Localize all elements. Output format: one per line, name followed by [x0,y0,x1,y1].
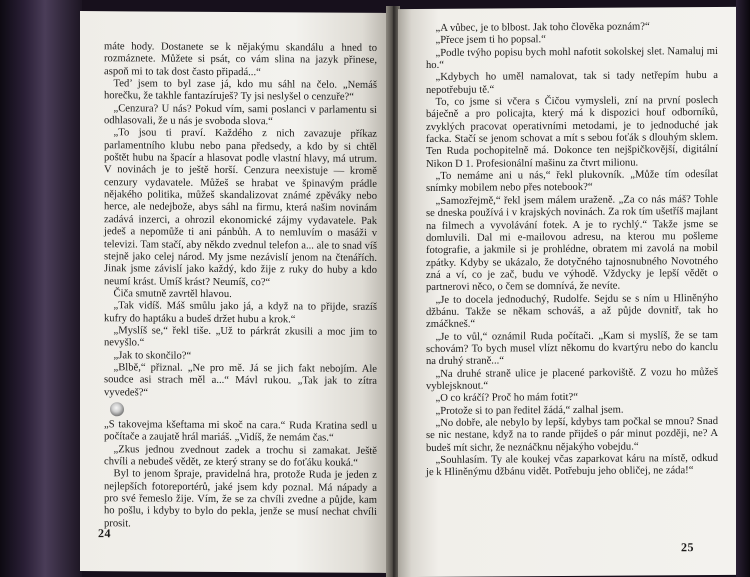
paragraph: Byl to jenom špraje, pravidelná hra, protože Ruda je jeden z nejlepších fotoreportérů, jaké jsem kdy poznal. Má nápady a pro své řemeslo žije. Vím, že se za chvíli zvedne a půjde, kam ho pošlu, i kdyby to bylo do pekla, jenže se musí nechat chvíli prosit. [104,468,377,530]
paragraph: Čiča smutně zavrtěl hlavou. [113,288,232,300]
right-page-text [426,21,718,480]
paragraph: „To jsou ti praví. Každého z nich zavazuje příkaz parlamentního klubu nebo pana předsedy, a kdo by si chtěl poštět hubu na špacír a hlasovat podle vlastní hlavy, má utrum. V novinách je to ještě horší. Cenzura neexistuje — kromě cenzury vydavatele. Můžeš se hrabat ve špinavým prádle nějakého politika, můžeš skandalizovat známé zpěváky nebo herce, ale nedejbože, abys sáhl na firmu, která našim novinám zadává inzerci, a ohrozil ekonomické zájmy vydavatele. Pak jedeš a nepomůže ti ani pánbůh. A to nemluvím o masáži v televizi. Tam stačí, aby někdo zvednul telefon a... ale to snad víš stejně jako celej národ. My jsme nezávislí jenom na čtenářích. Jinak jsme závislí jako každý, kdo žije z ruky do huby a kdo neumí krást. Umíš krást? Neumíš, co?“ [104,127,377,288]
paragraph: máte hody. Dostanete se k nějakýmu skandálu a hned to rozmáznete. Můžete si psát, co vám slina na jazyk přinese, aspoň mi to tak dost často připadá...“ [104,41,377,78]
paragraph: „A vůbec, je to blbost. Jak toho člověka poznám?“ [435,21,650,34]
paragraph: To, co jsme si včera s Čičou vymysleli, zní na první poslech báječně a pro policajta, který má k dispozici houf odborníků, zvyklých pracovat operativními metodami, je to jednoduché jak facka. Stačí se jenom schovat a mít s sebou foťák s dlouhým sklem. Ten Ruda pochopitelně má. Dokonce ten nejšpičkovější, digitální Nikon D 1. Profesionální mašinu za čtvrt milionu. [426,95,718,170]
right-page [398,7,736,577]
section-break-ornament [110,402,124,416]
paragraph: „Protože si to pan ředitel žádá,“ zalhal jsem. [435,404,624,417]
paragraph: „Jak to skončilo?“ [113,349,192,362]
paragraph: „Kdybych ho uměl namalovat, tak si tady netřepím hubu a nepotřebuju tě.“ [426,70,718,96]
left-page-text [104,41,377,532]
paragraph: „Blbě,“ přiznal. „Ne pro mě. Já se jich fakt nebojím. Ale soudce asi strach měl a...“ Mávl rukou. „Tak jak to zítra vyvedeš?“ [104,362,377,399]
paragraph: „Zkus jednou zvednout zadek a trochu si zamakat. Ještě chvíli a nebudeš vědět, ze který strany se do foťáku kouká.“ [104,443,377,469]
paragraph: „No dobře, ale nebylo by lepší, kdybys tam počkal se mnou? Snad se nic nestane, když na to rande přijdeš o pár minut později, ne? A budeš mít sichr, že neznáčknu nějakýho vobejdu.“ [426,415,718,454]
paragraph: „Cenzura? U nás? Pokud vím, sami poslanci v parlamentu si odhlasovali, že u nás je svoboda slova.“ [104,102,377,128]
paragraph: „S takovejma kšeftama mi skoč na cara.“ Ruda Kratina sedl u počítače a zaujatě hrál mariáš. „Vidíš, že nemám čas.“ [104,419,377,444]
page-number: 24 [98,526,111,541]
paragraph: „Samozřejmě,“ řekl jsem málem uraženě. „Za co nás máš? Tohle se dneska používá i v krajských novinách. Za rok tím ušetříš majlant na filmech a vyvolávání fotek. A je to rychlý.“ Takže jsme se domluvili. Dal mi e-mailovou adresu, na kterou mu pošleme fotografie, a jakmile si je prohlédne, obratem mi zavolá na mobil zpátky. Kdyby se ukázalo, že dotyčného tajnosnubného Novotného zná a ví, co je zač, budu ve výhodě. Vždycky je lepší vědět o partnerovi něco, o čem se domnívá, že nevíte. [426,193,718,294]
paragraph: „Myslíš se,“ řekl tiše. „Už to párkrát zkusili a moc jim to nevyšlo.“ [104,325,377,349]
paragraph: Ted’ jsem to byl zase já, kdo mu sáhl na čelo. „Nemáš horečku, že takhle fantazíruješ? Ty jsi neslyšel o cenzuře?“ [104,78,377,104]
paragraph: „Je to vůl,“ oznámil Ruda počítači. „Kam si myslíš, že se tam schovám? To bych musel vlízt někomu do kvartýru nebo do kanclu na druhý straně...“ [426,329,718,368]
paragraph: „Souhlasím. Ty ale koukej včas zaparkovat káru na místě, odkud je k Hliněnýmu džbánu vidět. Potřebuju jeho obličej, ne záda!“ [426,452,718,479]
book-cover-edge [0,0,82,577]
book-cover-edge-right [736,0,750,577]
paragraph: „To nemáme ani u nás,“ řekl plukovník. „Může tím odesílat snímky mobilem nebo přes notebook?“ [426,169,718,195]
page-number: 25 [681,540,694,555]
paragraph: „Tak vidíš. Máš smůlu jako já, a když na to přijde, srazíš kufry do haptáku a budeš držet hubu a krok.“ [104,300,377,325]
paragraph: „Je to docela jednoduchý, Rudolfe. Sejdu se s ním u Hliněnýho džbánu. Takže se někam schováš, a až půjde dovnitř, tak ho zmáčkneš.“ [426,292,718,331]
paragraph: „Na druhé straně ulice je placené parkoviště. Z vozu ho můžeš vyblejsknout.“ [426,366,718,392]
paragraph: „O co kráčí? Proč ho mám fotit?“ [435,392,578,405]
paragraph: „Přece jsem ti ho popsal.“ [435,34,546,47]
left-page [80,11,387,573]
paragraph: „Podle tvýho popisu bych mohl nafotit sokolskej slet. Namaluj mi ho.“ [426,45,718,72]
